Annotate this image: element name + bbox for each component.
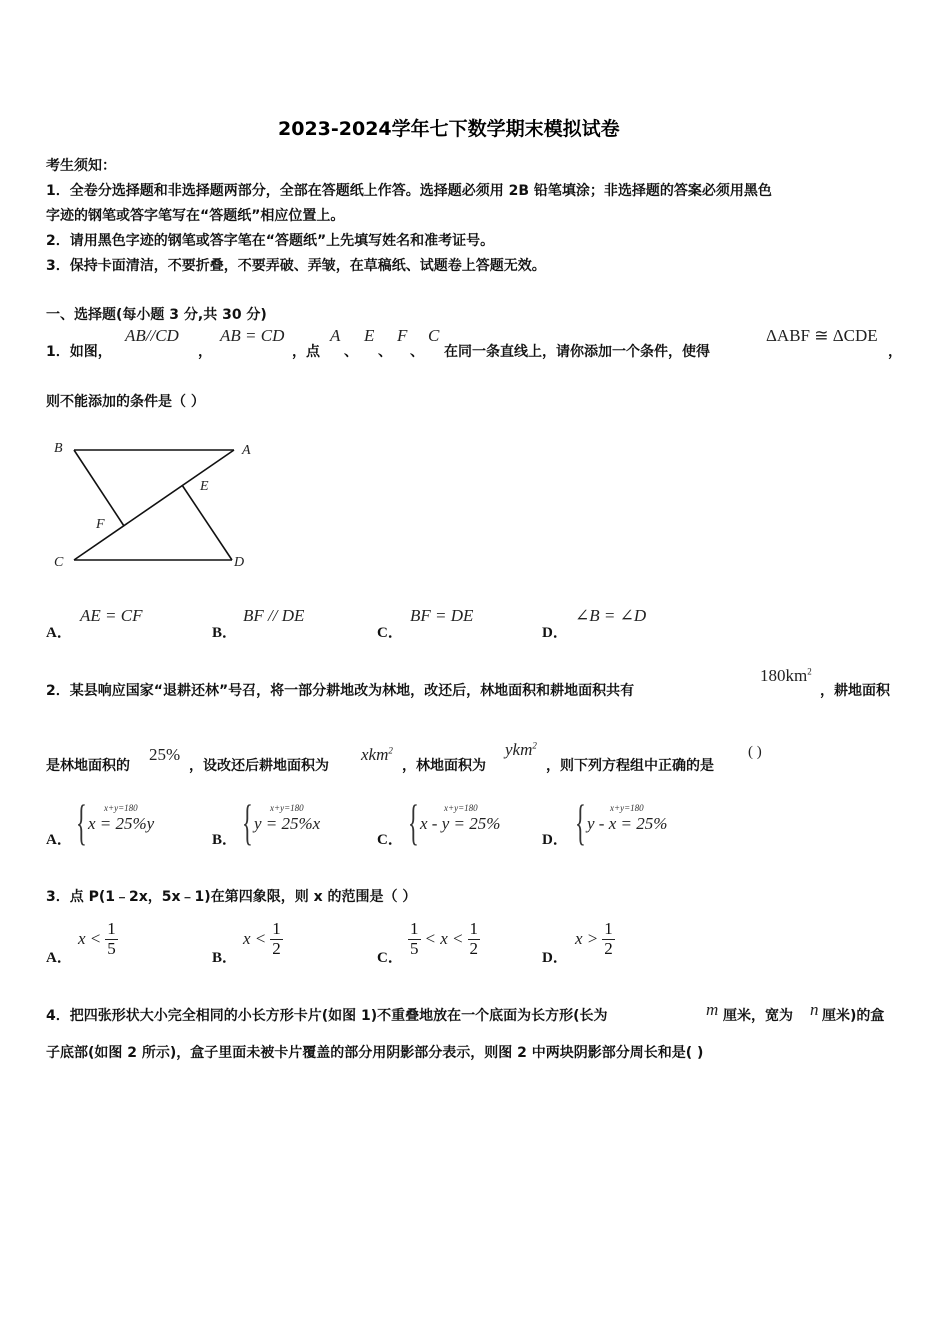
q1-point-c: C xyxy=(428,326,440,345)
q2-option-c-bottom: x - y = 25% xyxy=(420,814,501,833)
q4-n-var: n xyxy=(810,1000,819,1019)
label-e: E xyxy=(200,479,209,494)
segment-bf xyxy=(74,450,124,526)
q2-x-var: xkm$^2$ xyxy=(361,745,393,764)
notice-line-2: 2．请用黑色字迹的钢笔或答字笔在“答题纸”上先填写姓名和准考证号。 xyxy=(46,233,495,249)
label-c: C xyxy=(54,555,64,570)
q1-option-b-letter: B． xyxy=(212,625,238,641)
brace-icon: { xyxy=(408,794,419,850)
q2-option-c-letter: C． xyxy=(377,832,403,848)
q1-congruence: ΔABF ≅ ΔCDE xyxy=(766,326,878,345)
q2-option-d-bottom: y - x = 25% xyxy=(587,814,668,833)
q3-option-a-letter: A． xyxy=(46,950,72,966)
q1-cond-equal: AB = CD xyxy=(220,326,285,345)
q3-option-a-expr: x < $\frac{1}{5}$ xyxy=(78,919,116,958)
q4-m-var: m xyxy=(706,1000,719,1019)
q1-option-b-text: BF // DE xyxy=(243,606,305,625)
fraction: $\frac{1}{5}$ xyxy=(107,919,116,958)
q3-option-b-letter: B． xyxy=(212,950,238,966)
brace-icon: { xyxy=(575,794,586,850)
q1-comma-1: ， xyxy=(198,344,212,360)
q3-option-c-letter: C． xyxy=(377,950,403,966)
label-f: F xyxy=(96,517,105,532)
q1-mid-1: ，点 xyxy=(292,344,320,360)
segment-ac xyxy=(74,450,234,560)
notice-line-3: 3．保持卡面清洁，不要折叠，不要弄破、弄皱，在草稿纸、试题卷上答题无效。 xyxy=(46,258,546,274)
label-b: B xyxy=(54,441,63,456)
fraction: $\frac{1}{2}$ xyxy=(469,919,478,958)
q2-option-a-bottom: x = 25%y xyxy=(88,814,155,833)
notice-line-1a: 1．全卷分选择题和非选择题两部分，全部在答题纸上作答。选择题必须用 2B 铅笔填涂；非选择题的答案必须用黑色 xyxy=(46,183,772,199)
label-a: A xyxy=(242,443,251,458)
q2-option-d-letter: D． xyxy=(542,832,568,848)
segment-ed xyxy=(182,485,232,560)
q1-geometry-figure xyxy=(46,432,266,582)
q1-point-e: E xyxy=(364,326,375,345)
q3-stem: 3．点 P(1﹣2x，5x﹣1)在第四象限，则 x 的范围是（ ） xyxy=(46,889,417,905)
label-d: D xyxy=(234,555,245,570)
brace-icon: { xyxy=(76,794,87,850)
q1-option-d-letter: D． xyxy=(542,625,568,641)
q2-line-2b: ，设改还后耕地面积为 xyxy=(189,758,329,774)
q1-cond-parallel: AB//CD xyxy=(125,326,179,345)
q1-option-a-letter: A． xyxy=(46,625,72,641)
q2-percent: 25% xyxy=(149,745,181,764)
q2-option-a-top: x+y=180 xyxy=(104,803,138,813)
q2-option-b-top: x+y=180 xyxy=(270,803,304,813)
fraction: $\frac{1}{5}$ xyxy=(410,919,419,958)
q2-option-b-letter: B． xyxy=(212,832,238,848)
q2-option-b-bottom: y = 25%x xyxy=(254,814,321,833)
notice-line-1b: 字迹的钢笔或答字笔写在“答题纸”相应位置上。 xyxy=(46,208,345,224)
brace-icon: { xyxy=(242,794,253,850)
q4-line-2: 子底部(如图 2 所示)，盒子里面未被卡片覆盖的部分用阴影部分表示，则图 2 中两块阴影部分周长和是( ) xyxy=(46,1045,704,1061)
notice-heading: 考生须知： xyxy=(46,158,116,174)
fraction: $\frac{1}{2}$ xyxy=(272,919,281,958)
q1-sep-2: 、 xyxy=(378,344,392,360)
q2-y-var: ykm$^2$ xyxy=(505,740,537,759)
q2-line-2a: 是林地面积的 xyxy=(46,758,130,774)
q2-line-1-end: ，耕地面积 xyxy=(820,683,890,699)
q1-prefix: 1．如图， xyxy=(46,344,112,360)
q1-option-d-text: ∠B = ∠D xyxy=(575,606,647,625)
q2-line-2d: ，则下列方程组中正确的是 xyxy=(546,758,714,774)
q1-option-c-letter: C． xyxy=(377,625,403,641)
q2-answer-paren: ( ) xyxy=(748,744,762,760)
q2-line-1: 2．某县响应国家“退耕还林”号召，将一部分耕地改为林地，改还后，林地面积和耕地面积共有 xyxy=(46,683,635,699)
q3-option-d-letter: D． xyxy=(542,950,568,966)
q2-option-d-top: x+y=180 xyxy=(610,803,644,813)
fraction: $\frac{1}{2}$ xyxy=(604,919,613,958)
q1-option-a-text: AE = CF xyxy=(80,606,143,625)
q3-option-d-expr: x > $\frac{1}{2}$ xyxy=(575,919,613,958)
q4-line-1c: 厘米)的盒 xyxy=(822,1008,885,1024)
q4-line-1b: 厘米，宽为 xyxy=(723,1008,793,1024)
q1-sep-3: 、 xyxy=(410,344,424,360)
q1-line-2: 则不能添加的条件是（ ） xyxy=(46,394,205,410)
q4-line-1a: 4．把四张形状大小完全相同的小长方形卡片(如图 1)不重叠地放在一个底面为长方形(长为 xyxy=(46,1008,608,1024)
q2-option-c-top: x+y=180 xyxy=(444,803,478,813)
q3-option-c-expr: $\frac{1}{5}$ < x < $\frac{1}{2}$ xyxy=(410,919,478,958)
q2-line-2c: ，林地面积为 xyxy=(402,758,486,774)
page-title: 2023-2024学年七下数学期末模拟试卷 xyxy=(278,118,620,140)
q3-option-b-expr: x < $\frac{1}{2}$ xyxy=(243,919,281,958)
q2-total-area: $180km^2$ xyxy=(760,666,812,685)
q2-option-a-letter: A． xyxy=(46,832,72,848)
q1-point-f: F xyxy=(397,326,408,345)
q1-point-a: A xyxy=(330,326,341,345)
q1-mid-2: 在同一条直线上，请你添加一个条件，使得 xyxy=(444,344,710,360)
q1-option-c-text: BF = DE xyxy=(410,606,474,625)
q1-sep-1: 、 xyxy=(344,344,358,360)
section-heading: 一、选择题(每小题 3 分,共 30 分) xyxy=(46,307,267,323)
q1-comma-2: ， xyxy=(888,344,902,360)
